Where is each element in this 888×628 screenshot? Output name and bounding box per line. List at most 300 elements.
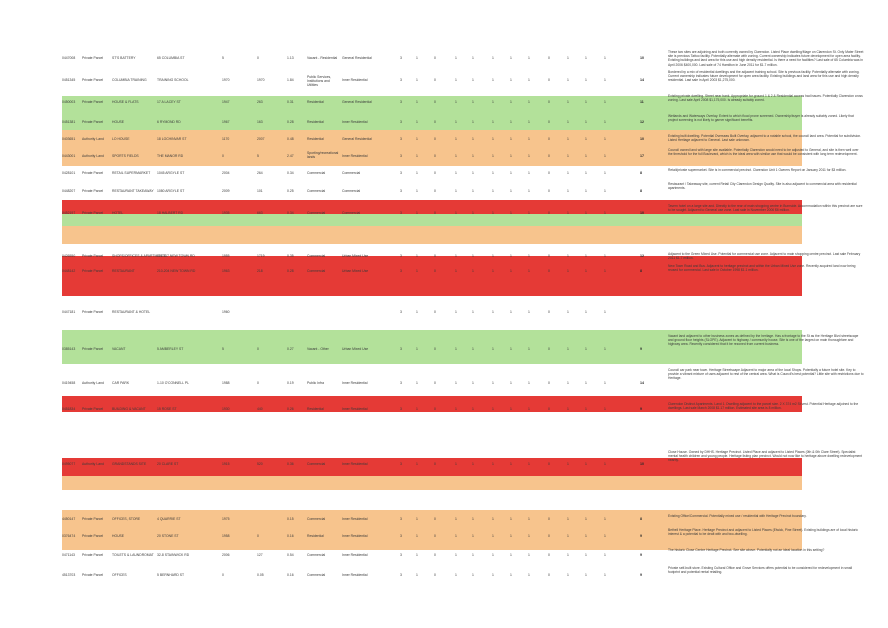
cell-type: Private Parcel — [82, 407, 104, 411]
cell-addr: 65 COLUMBIA ST — [157, 56, 185, 60]
cell-use: Inner Residential — [342, 534, 368, 538]
score-cell: 1 — [492, 56, 494, 60]
score-cell: 1 — [492, 154, 494, 158]
score-cell: 1 — [585, 310, 587, 314]
score-cell: 1 — [585, 56, 587, 60]
score-cell: 1 — [416, 407, 418, 411]
comment-cell: Restaurant / Takeaway site, current Retail City Clarendon Design Quality. Site is also adjacent to commercial area with residential apartments. — [668, 182, 857, 191]
score-cell: 1 — [416, 381, 418, 385]
cell-area: 0.28 — [287, 269, 294, 273]
table-row — [62, 50, 864, 70]
cell-n2: 663 — [257, 211, 263, 215]
cell-zone: Commercial — [307, 211, 326, 215]
cell-zone: Residential — [307, 407, 324, 411]
score-cell: 0 — [548, 407, 550, 411]
row-band — [62, 12, 802, 32]
cell-zone: Commercial — [307, 517, 326, 521]
cell-addr: 18 LOCHINVAR ST — [157, 137, 187, 141]
cell-n2: 0 — [257, 347, 259, 351]
cell-n1: 0 — [222, 154, 224, 158]
score-cell: 1 — [604, 56, 606, 60]
cell-zone: Sporting/recreational lands — [307, 151, 339, 159]
score-cell: 3 — [400, 154, 402, 158]
cell-name: HOUSE — [112, 534, 125, 538]
cell-area: 0.16 — [287, 573, 294, 577]
score-cell: 1 — [567, 254, 569, 258]
score-cell: 1 — [510, 462, 512, 466]
cell-addr: 20 STONE ST — [157, 534, 179, 538]
table-row — [62, 528, 859, 548]
score-cell: 1 — [510, 573, 512, 577]
score-cell: 3 — [400, 407, 402, 411]
score-cell: 1 — [472, 381, 474, 385]
score-cell: 1 — [416, 171, 418, 175]
cell-n2: 5 — [257, 154, 259, 158]
score-cell: 1 — [472, 573, 474, 577]
table-row — [62, 294, 658, 334]
cell-use: Inner Residential — [342, 120, 368, 124]
score-cell: 1 — [416, 100, 418, 104]
cell-use: Inner Residential — [342, 553, 368, 557]
cell-n1: 5 — [222, 347, 224, 351]
cell-type: Private Parcel — [82, 347, 104, 351]
score-cell: 1 — [585, 254, 587, 258]
cell-name: HOTEL — [112, 211, 124, 215]
score-cell: 1 — [510, 407, 512, 411]
score-cell: 0 — [548, 517, 550, 521]
cell-name: OFFICES, STORE — [112, 517, 141, 521]
cell-zone: Commercial — [307, 553, 326, 557]
total-score: 8 — [640, 517, 642, 521]
cell-name: OFFICES — [112, 573, 127, 577]
score-cell: 1 — [455, 154, 457, 158]
score-cell: 1 — [567, 171, 569, 175]
score-cell: 1 — [455, 407, 457, 411]
cell-use: Inner Residential — [342, 407, 368, 411]
total-score: 9 — [640, 573, 642, 577]
score-cell: 1 — [455, 211, 457, 215]
score-cell: 1 — [492, 534, 494, 538]
cell-n1: 1970 — [222, 78, 230, 82]
score-cell: 1 — [528, 78, 530, 82]
score-cell: 1 — [528, 347, 530, 351]
score-cell: 1 — [455, 553, 457, 557]
comment-cell: Council car park near town. Heritage Streetscape Adjacent to major area of the local Shops. Potentially a future hotel site. Key to provide a vibrant mixture of uses adjacent to rest of the central area. What is Council's best potential? Little site with restrictions due to Heritage. — [668, 368, 864, 381]
cell-n2: 0 — [257, 534, 259, 538]
score-cell: 1 — [510, 211, 512, 215]
cell-id: 0403651 — [62, 137, 76, 141]
score-cell: 3 — [400, 120, 402, 124]
score-cell: 1 — [567, 462, 569, 466]
score-cell: 1 — [472, 56, 474, 60]
score-cell: 1 — [492, 310, 494, 314]
score-cell: 1 — [585, 78, 587, 82]
table-row — [62, 148, 859, 168]
comment-cell: Adjacent to the Green Mixed Use. Potential for commercial use zone. Adjacent to main shopping centre precinct. Last sale February 2011 $1.7 million. — [668, 252, 861, 261]
score-cell: 1 — [492, 573, 494, 577]
score-cell: 1 — [528, 269, 530, 273]
cell-zone: Residential — [307, 100, 324, 104]
score-cell: 0 — [434, 534, 436, 538]
score-cell: 1 — [604, 269, 606, 273]
score-cell: 1 — [472, 100, 474, 104]
score-cell: 0 — [434, 100, 436, 104]
score-cell: 1 — [510, 553, 512, 557]
score-cell: 0 — [548, 100, 550, 104]
score-cell: 1 — [567, 407, 569, 411]
cell-use: Inner Residential — [342, 573, 368, 577]
score-cell: 1 — [492, 381, 494, 385]
table-row — [62, 182, 857, 204]
score-cell: 0 — [434, 573, 436, 577]
cell-type: Private Parcel — [82, 553, 104, 557]
cell-addr: 15 ROSE ST — [157, 407, 177, 411]
total-score: 10 — [640, 56, 644, 60]
score-cell: 1 — [528, 100, 530, 104]
score-cell: 1 — [472, 211, 474, 215]
cell-id: 0451381 — [62, 120, 76, 124]
score-cell: 1 — [604, 100, 606, 104]
cell-name: RESTAURANT — [112, 269, 135, 273]
score-cell: 0 — [434, 56, 436, 60]
score-cell: 3 — [400, 211, 402, 215]
score-cell: 3 — [400, 534, 402, 538]
cell-id: 0443001 — [62, 154, 76, 158]
cell-name: GRANDSTANDS SITE — [112, 462, 147, 466]
score-cell: 1 — [528, 310, 530, 314]
table-row — [62, 402, 859, 420]
score-cell: 1 — [416, 269, 418, 273]
cell-type: Authority Land — [82, 381, 104, 385]
cell-n2: 163 — [257, 120, 263, 124]
score-cell: 1 — [567, 310, 569, 314]
score-cell: 1 — [528, 573, 530, 577]
score-cell: 3 — [400, 462, 402, 466]
cell-zone: Residential — [307, 120, 324, 124]
total-score: 12 — [640, 254, 644, 258]
score-cell: 1 — [472, 254, 474, 258]
cell-zone: Public Services, Institutions and Utilities — [307, 75, 332, 87]
score-cell: 1 — [585, 120, 587, 124]
cell-type: Authority Land — [82, 137, 104, 141]
score-cell: 3 — [400, 310, 402, 314]
score-cell: 1 — [455, 462, 457, 466]
cell-addr: 32-8 STAINWICK RD — [157, 553, 190, 557]
table-row — [62, 264, 856, 282]
score-cell: 1 — [510, 534, 512, 538]
score-cell: 1 — [510, 189, 512, 193]
score-cell: 0 — [548, 171, 550, 175]
total-score: 10 — [640, 211, 644, 215]
score-cell: 1 — [416, 211, 418, 215]
cell-area: 0.26 — [287, 407, 294, 411]
score-cell: 1 — [528, 517, 530, 521]
cell-name: CAR PARK — [112, 381, 130, 385]
score-cell: 3 — [400, 347, 402, 351]
score-cell: 1 — [455, 310, 457, 314]
cell-addr: 5 AMBERLEY ST — [157, 347, 184, 351]
cell-n2: 263 — [257, 100, 263, 104]
score-cell: 1 — [510, 100, 512, 104]
score-cell: 1 — [567, 78, 569, 82]
score-cell: 1 — [604, 171, 606, 175]
score-cell: 1 — [472, 462, 474, 466]
score-cell: 0 — [548, 211, 550, 215]
cell-use: Commercial — [342, 189, 361, 193]
score-cell: 1 — [455, 254, 457, 258]
cell-use: Urban Mixed Use — [342, 269, 369, 273]
score-cell: 1 — [528, 553, 530, 557]
score-cell: 0 — [548, 553, 550, 557]
cell-id: 4513703 — [62, 573, 76, 577]
comment-cell: New Town Road and Bus. Adjacent to heritage precinct and within the Urban Mixed Use zone. Recently acquired land now being reused for commercial. Last sale in October 1998 $1.1 million. — [668, 264, 856, 273]
score-cell: 3 — [400, 100, 402, 104]
cell-use: Urban Mixed Use — [342, 254, 369, 258]
score-cell: 0 — [434, 154, 436, 158]
cell-area: 0.16 — [287, 534, 294, 538]
score-cell: 1 — [604, 310, 606, 314]
score-cell: 1 — [585, 211, 587, 215]
score-cell: 1 — [585, 171, 587, 175]
cell-n1: 1963 — [222, 269, 230, 273]
score-cell: 1 — [604, 407, 606, 411]
score-cell: 3 — [400, 56, 402, 60]
score-cell: 0 — [434, 120, 436, 124]
cell-n1: 2009 — [222, 189, 230, 193]
cell-n1: 1935 — [222, 211, 230, 215]
score-cell: 3 — [400, 189, 402, 193]
total-score: 9 — [640, 347, 642, 351]
cell-name: HOUSE & FLATS — [112, 100, 139, 104]
score-cell: 0 — [434, 254, 436, 258]
total-score: 17 — [640, 154, 644, 158]
cell-type: Private Parcel — [82, 189, 104, 193]
cell-zone: Commercial — [307, 171, 326, 175]
score-cell: 1 — [455, 534, 457, 538]
cell-n1: 1915 — [222, 462, 230, 466]
cell-zone: Commercial — [307, 462, 326, 466]
score-cell: 1 — [416, 310, 418, 314]
cell-addr: 17 A LACEY ST — [157, 100, 181, 104]
cell-area: 0.19 — [287, 381, 294, 385]
score-cell: 1 — [416, 120, 418, 124]
cell-name: LO HOUSE — [112, 137, 130, 141]
cell-addr: TRAINING SCHOOL — [157, 78, 189, 82]
table-row — [62, 420, 658, 434]
score-cell: 0 — [434, 310, 436, 314]
cell-n1: 1975 — [222, 517, 230, 521]
score-cell: 1 — [492, 254, 494, 258]
cell-zone: Commercial — [307, 254, 326, 258]
score-cell: 1 — [416, 56, 418, 60]
cell-n2: 264 — [257, 171, 263, 175]
cell-zone: Public Infra — [307, 381, 324, 385]
score-cell: 0 — [434, 407, 436, 411]
cell-id: 0447008 — [62, 56, 76, 60]
score-cell: 1 — [528, 189, 530, 193]
table-row — [62, 548, 825, 566]
cell-area: 0.25 — [287, 189, 294, 193]
cell-id: 0448142 — [62, 269, 76, 273]
score-cell: 1 — [567, 517, 569, 521]
score-cell: 1 — [528, 137, 530, 141]
cell-n2: 0.05 — [257, 573, 264, 577]
score-cell: 1 — [492, 269, 494, 273]
score-cell: 1 — [585, 407, 587, 411]
cell-n1: 1947 — [222, 100, 230, 104]
score-cell: 0 — [548, 347, 550, 351]
score-cell: 1 — [472, 120, 474, 124]
score-cell: 0 — [548, 120, 550, 124]
cell-area: 2.47 — [287, 154, 294, 158]
table-row — [62, 450, 863, 482]
score-cell: 0 — [434, 78, 436, 82]
score-cell: 1 — [492, 407, 494, 411]
score-cell: 1 — [585, 137, 587, 141]
score-cell: 3 — [400, 573, 402, 577]
score-cell: 1 — [604, 381, 606, 385]
cell-n2: 440 — [257, 407, 263, 411]
score-cell: 1 — [492, 100, 494, 104]
cell-area: 1.13 — [287, 56, 294, 60]
cell-zone: Residential — [307, 534, 324, 538]
score-cell: 1 — [472, 78, 474, 82]
score-cell: 0 — [548, 534, 550, 538]
comment-cell: Vacant land adjacent to other business zones as defined by the heritage. Has a frontage to the St as the Heritage Blvd streetscape and ground floor heights (SLOPE). Adjacent to highway / community house. Site is one of the largest on main thoroughfare and highway area. Recently considered that it be rezoned from current business. — [668, 334, 859, 347]
score-cell: 1 — [455, 100, 457, 104]
comment-cell: Bordered by a mix of residential dwellings and the adjacent training school. Site is previous facility. Potentially alternate with zoning. Current ownership indicates future development for open area facility. Existing buildings and land area for this use and high density residential. Last sale in April 2003 $1,275,000. — [668, 70, 860, 83]
score-cell: 1 — [528, 534, 530, 538]
cell-type: Private Parcel — [82, 517, 104, 521]
cell-type: Private Parcel — [82, 269, 104, 273]
cell-n1: 1170 — [222, 137, 230, 141]
cell-n1: 1955 — [222, 254, 230, 258]
cell-type: Private Parcel — [82, 211, 104, 215]
score-cell: 1 — [604, 573, 606, 577]
cell-type: Private Parcel — [82, 100, 104, 104]
cell-zone: Commercial — [307, 573, 326, 577]
comment-cell: Private self-built store. Existing Cultural Office and Grove Services offers potential to be considered for redevelopment in small footprint and potential rental retailing. — [668, 566, 853, 575]
cell-n1: 2006 — [222, 553, 230, 557]
score-cell: 1 — [492, 517, 494, 521]
score-cell: 1 — [567, 211, 569, 215]
score-cell: 1 — [585, 534, 587, 538]
score-cell: 1 — [416, 154, 418, 158]
cell-id: 0452197 — [62, 211, 76, 215]
score-cell: 1 — [472, 517, 474, 521]
cell-n2: 127 — [257, 553, 263, 557]
score-cell: 1 — [472, 553, 474, 557]
score-cell: 1 — [528, 381, 530, 385]
cell-name: COLUMBIA TRAINING — [112, 78, 147, 82]
score-cell: 1 — [510, 78, 512, 82]
score-cell: 1 — [455, 189, 457, 193]
comment-cell: Existing built dwelling. Potential Overseas Built Overlay, adjacent to a notable school, the council land area. Potential for subdivision. Listed Heritage adjacent to General. Last sale unknown. — [668, 134, 862, 143]
cell-id: 0426550 — [62, 254, 76, 258]
score-cell: 1 — [585, 347, 587, 351]
score-cell: 3 — [400, 171, 402, 175]
score-cell: 1 — [604, 534, 606, 538]
score-cell: 1 — [455, 517, 457, 521]
score-cell: 3 — [400, 137, 402, 141]
score-cell: 1 — [510, 347, 512, 351]
score-cell: 1 — [604, 78, 606, 82]
score-cell: 1 — [604, 154, 606, 158]
score-cell: 1 — [416, 254, 418, 258]
table-row — [62, 134, 862, 148]
cell-id: 0376474 — [62, 534, 76, 538]
score-cell: 0 — [434, 553, 436, 557]
score-cell: 1 — [528, 211, 530, 215]
cell-addr: 20 CLARE ST — [157, 462, 179, 466]
cell-name: HOUSE — [112, 120, 125, 124]
table-row — [62, 204, 863, 226]
score-cell: 1 — [510, 154, 512, 158]
table-row — [62, 368, 864, 402]
comment-cell: Tavern hotel on a large site and. Directly to the rear of main shopping centre in Burnside. Accommodation within this precinct are sure to be sought. Adjacent to General use zone. Last sale in November 2006 $6 million. — [668, 204, 863, 213]
score-cell: 1 — [604, 553, 606, 557]
score-cell: 1 — [567, 189, 569, 193]
cell-id: 0451345 — [62, 78, 76, 82]
score-cell: 1 — [528, 254, 530, 258]
cell-n1: 2004 — [222, 171, 230, 175]
cell-name: RETAIL SUPERMARKET — [112, 171, 151, 175]
cell-area: 0.35 — [287, 254, 294, 258]
score-cell: 1 — [472, 154, 474, 158]
score-cell: 1 — [455, 137, 457, 141]
score-cell: 1 — [585, 154, 587, 158]
comment-cell: Existing private dwelling. Street near bank. Appropriate for ground 1 & 2 & Residential access had issues. Potentially Clarendon cross zoning. Last sale April 2008 $1,175,000. Is already suitably zoned. — [668, 94, 863, 103]
total-score: 9 — [640, 407, 642, 411]
cell-use: Inner Residential — [342, 381, 368, 385]
cell-n2: 218 — [257, 269, 263, 273]
cell-id: 4450147 — [62, 517, 76, 521]
cell-n1: 1988 — [222, 381, 230, 385]
score-cell: 0 — [548, 254, 550, 258]
score-cell: 1 — [585, 189, 587, 193]
score-cell: 1 — [510, 254, 512, 258]
score-cell: 1 — [604, 462, 606, 466]
table-row — [62, 496, 658, 514]
table-row — [62, 334, 859, 368]
cell-n2: 2007 — [257, 137, 265, 141]
score-cell: 1 — [416, 462, 418, 466]
score-cell: 1 — [528, 407, 530, 411]
cell-type: Private Parcel — [82, 120, 104, 124]
total-score: 10 — [640, 137, 644, 141]
cell-n2: 0 — [257, 381, 259, 385]
score-cell: 3 — [400, 381, 402, 385]
cell-addr: 113-117 NEW TOWN RD — [157, 254, 195, 258]
score-cell: 1 — [510, 310, 512, 314]
score-cell: 1 — [416, 573, 418, 577]
cell-n1: 5 — [222, 56, 224, 60]
cell-addr: 1045 ARGYLE ST — [157, 171, 185, 175]
comment-cell: Retail/private supermarket. Site is in commercial precinct. Clarendon Unit 1 Owners Report on January 2011 for $3 million. — [668, 168, 847, 172]
score-cell: 0 — [548, 310, 550, 314]
cell-type: Private Parcel — [82, 78, 104, 82]
comment-cell: Bethell Heritage Place. Heritage Precinct and adjacent to Listed Places (Elwick, Pine Street). Existing buildings are of local historic interest & a potential to be dealt with and two-dwelling. — [668, 528, 859, 537]
score-cell: 1 — [510, 381, 512, 385]
cell-id: 0495077 — [62, 462, 76, 466]
cell-zone: Vacant - Other — [307, 347, 329, 351]
score-cell: 0 — [548, 137, 550, 141]
score-cell: 3 — [400, 254, 402, 258]
score-cell: 1 — [528, 56, 530, 60]
score-cell: 1 — [455, 269, 457, 273]
score-cell: 1 — [472, 347, 474, 351]
score-cell: 1 — [492, 120, 494, 124]
